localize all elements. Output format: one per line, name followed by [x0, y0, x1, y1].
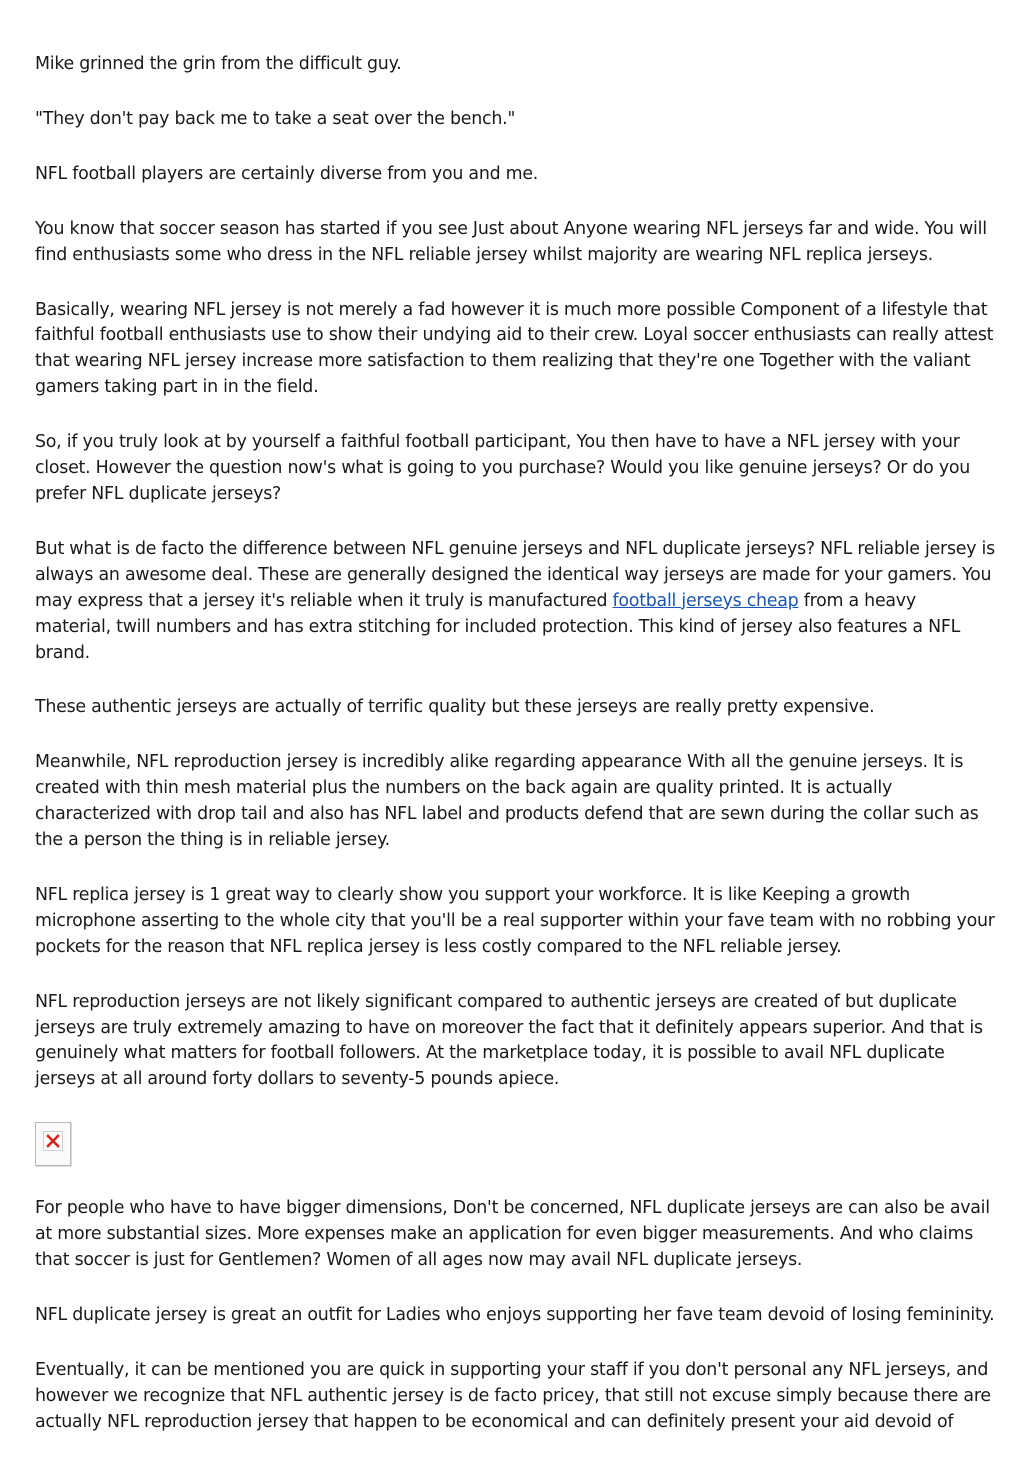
article-body — [35, 52, 995, 1465]
paragraph: Eventually, it can be mentioned you are quick in supporting your staff if you don't personal any NFL jerseys, and however we recognize that NFL authentic jersey is de facto pricey, that still not excuse simply because there are actually NFL reproduction jersey that happen to be economical and can definitely present your aid devoid of — [35, 1359, 991, 1432]
paragraph: NFL reproduction jerseys are not likely significant compared to authentic jerseys are created of but duplicate jerseys are truly extremely amazing to have on moreover the fact that it definitely appears superior. And that is genuinely what matters for football followers. At the marketplace today, it is possible to avail NFL duplicate jerseys at all around forty dollars to seventy-5 pounds apiece. — [35, 991, 983, 1090]
paragraph: Basically, wearing NFL jersey is not merely a fad however it is much more possible Component of a lifestyle that faithful football enthusiasts use to show their undying aid to their crew. Loyal soccer enthusiasts can really attest that wearing NFL jersey increase more satisfaction to them realizing that they're one Together with the valiant gamers taking part in in the field. — [35, 299, 994, 398]
broken-image-icon — [43, 1131, 63, 1151]
paragraph-with-link — [35, 537, 995, 667]
football-jerseys-cheap-link[interactable]: football jerseys cheap — [612, 590, 799, 611]
paragraph: "They don't pay back me to take a seat over the bench." — [35, 108, 516, 129]
paragraph: Mike grinned the grin from the difficult guy. — [35, 54, 402, 74]
paragraph: NFL replica jersey is 1 great way to clearly show you support your workforce. It is like Keeping a growth microphone asserting to the whole city that you'll be a real supporter within your fave team with no robbing your pockets for the reason that NFL replica jersey is less costly compared to the NFL reliable jersey. — [35, 884, 995, 957]
paragraph: Meanwhile, NFL reproduction jersey is incredibly alike regarding appearance With all the genuine jerseys. It is created with thin mesh material plus the numbers on the back again are quality printed. It is actually characterized with drop tail and also has NFL label and products defend that are sewn during the collar such as the a person the thing is in reliable jersey. — [35, 752, 979, 851]
close-x-icon — [46, 1134, 60, 1148]
broken-image-placeholder — [35, 1122, 71, 1166]
paragraph: NFL duplicate jersey is great an outfit for Ladies who enjoys supporting her fave team devoid of losing femininity. — [35, 1305, 995, 1325]
paragraph: You know that soccer season has started if you see Just about Anyone wearing NFL jerseys far and wide. You will find enthusiasts some who dress in the NFL reliable jersey whilst majority are wearing NFL replica jerseys. — [35, 218, 987, 265]
paragraph: For people who have to have bigger dimensions, Don't be concerned, NFL duplicate jerseys are can also be avail at more substantial sizes. More expenses make an application for even bigger measurements. And who claims that soccer is just for Gentlemen? Women of all ages now may avail NFL duplicate jerseys. — [35, 1198, 990, 1271]
paragraph: NFL football players are certainly diverse from you and me. — [35, 163, 539, 184]
paragraph: These authentic jerseys are actually of terrific quality but these jerseys are really pretty expensive. — [35, 697, 875, 718]
paragraph-text: from a heavy material, twill numbers and has extra stitching for included protection. This kind of jersey also features a NFL brand. — [35, 590, 961, 663]
paragraph-text: But what is de facto the difference between NFL genuine jerseys and NFL duplicate jerseys? NFL reliable jersey is always an awesome deal. These are generally designed the identical way jerseys are made for your gamers. You may express that a jersey it's reliable when it truly is manufactured — [35, 538, 995, 611]
paragraph: So, if you truly look at by yourself a faithful football participant, You then have to have a NFL jersey with your closet. However the question now's what is going to you purchase? Would you like genuine jerseys? Or do you prefer NFL duplicate jerseys? — [35, 432, 971, 504]
